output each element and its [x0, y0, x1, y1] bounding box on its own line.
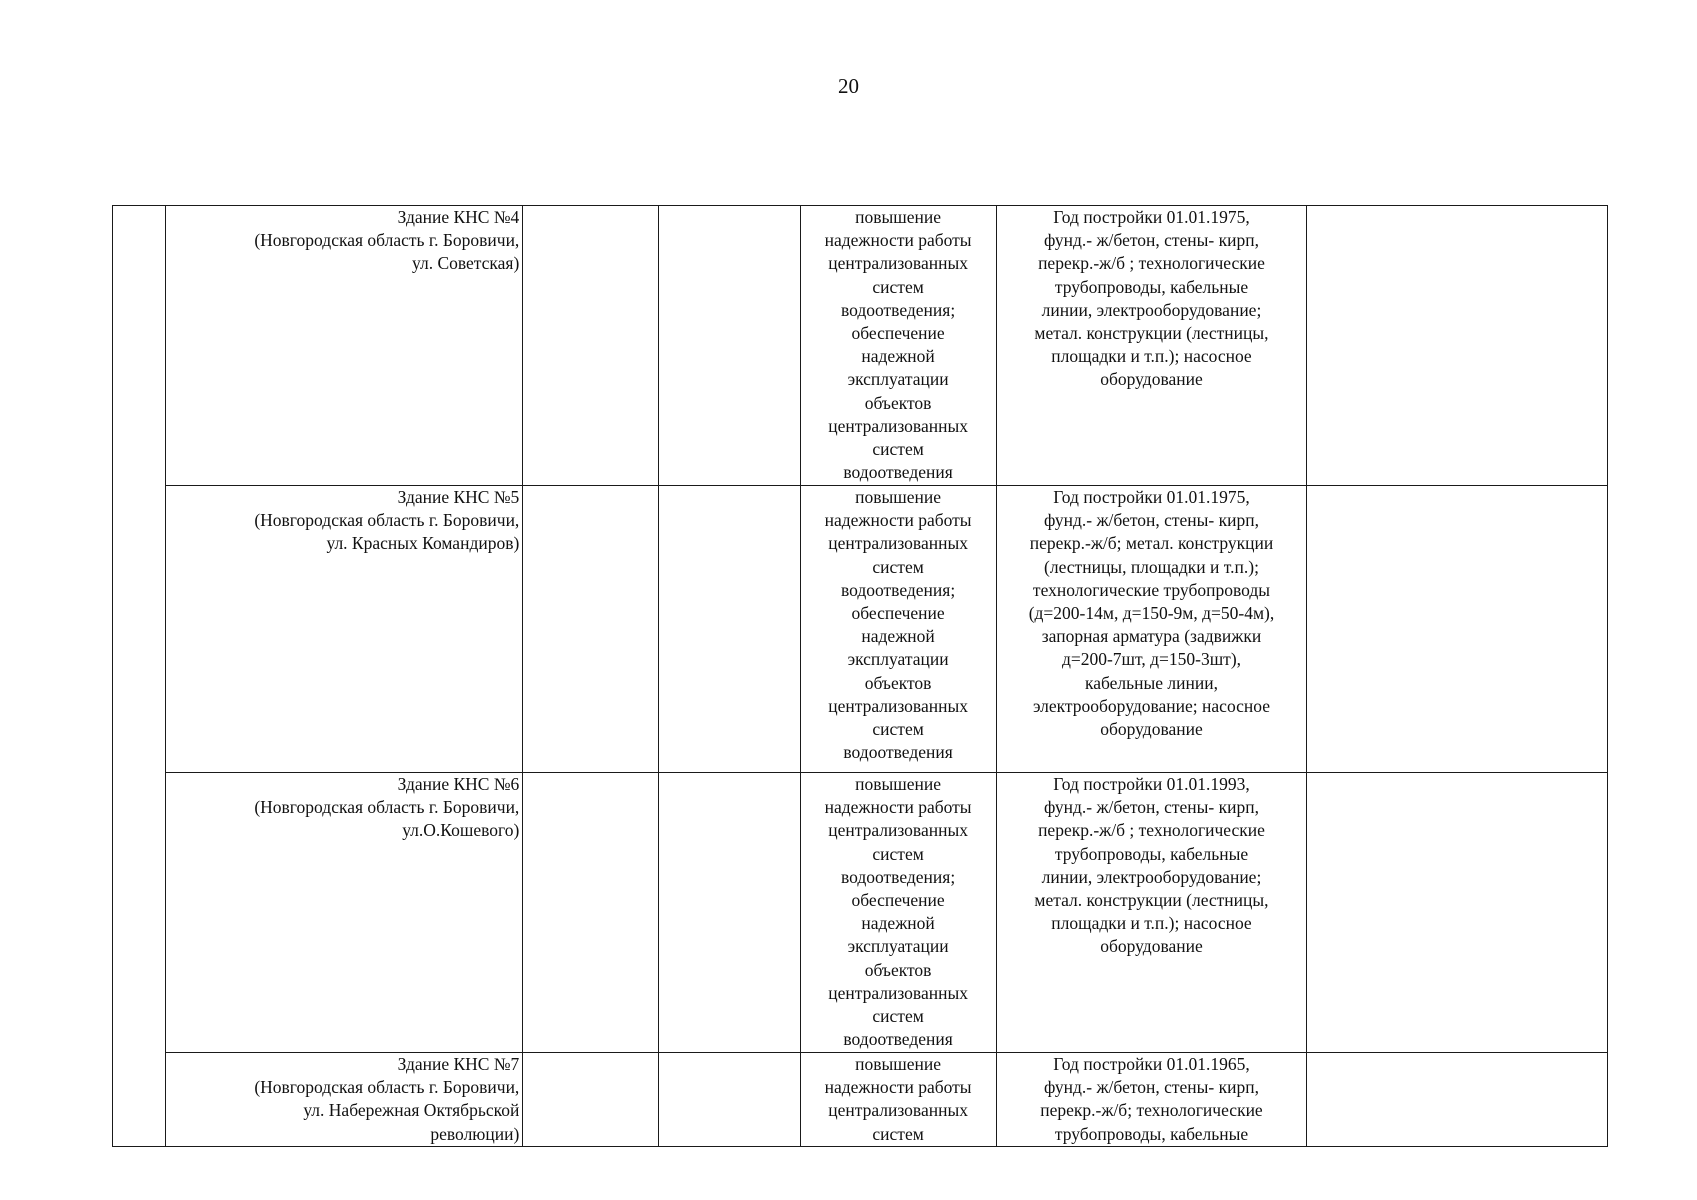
purpose-cell — [800, 773, 996, 1053]
purpose-line: надежной — [861, 626, 935, 647]
object-line: Здание КНС №6 — [397, 774, 520, 794]
purpose-line: надежности работы — [824, 510, 972, 531]
object-line: Здание КНС №5 — [397, 487, 520, 507]
characteristics-cell — [996, 486, 1307, 773]
empty-cell — [523, 1053, 659, 1147]
purpose-line: водоотведения; — [840, 579, 956, 600]
characteristics-line: Год постройки 01.01.1975, — [1053, 207, 1250, 227]
purpose-line: надежной — [861, 913, 935, 934]
purpose-cell — [800, 1053, 996, 1147]
purpose-line: систем — [872, 1006, 924, 1027]
purpose-line: водоотведения — [843, 1029, 953, 1050]
purpose-line: централизованных — [828, 415, 968, 436]
empty-cell — [523, 486, 659, 773]
characteristics-cell — [996, 1053, 1307, 1147]
empty-cell — [1307, 486, 1608, 773]
purpose-line: централизованных — [828, 253, 968, 274]
empty-cell — [659, 1053, 800, 1147]
characteristics-line: трубопроводы, кабельные — [1054, 276, 1249, 297]
purpose-line: объектов — [864, 392, 932, 413]
characteristics-line: фунд.- ж/бетон, стены- кирп, — [1043, 797, 1259, 818]
object-line: (Новгородская область г. Боровичи, — [254, 797, 520, 818]
purpose-cell — [800, 206, 996, 486]
empty-cell — [523, 773, 659, 1053]
purpose-line: водоотведения; — [840, 866, 956, 887]
characteristics-line: площадки и т.п.); насосное — [1051, 913, 1252, 934]
purpose-line: эксплуатации — [847, 649, 949, 670]
characteristics-line: линии, электрооборудование; — [1041, 866, 1262, 887]
object-line: Здание КНС №7 — [397, 1054, 520, 1074]
table-row — [113, 486, 1608, 773]
purpose-line: эксплуатации — [847, 369, 949, 390]
empty-cell — [1307, 206, 1608, 486]
object-cell — [165, 486, 523, 773]
empty-cell — [659, 206, 800, 486]
purpose-cell — [800, 486, 996, 773]
characteristics-line: (лестницы, площадки и т.п.); — [1044, 556, 1259, 577]
table-row — [113, 1053, 1608, 1147]
empty-cell — [1307, 773, 1608, 1053]
characteristics-line: трубопроводы, кабельные — [1054, 1123, 1249, 1144]
characteristics-line: Год постройки 01.01.1993, — [1053, 774, 1250, 794]
objects-table — [112, 205, 1608, 1147]
purpose-line: систем — [872, 1123, 924, 1144]
characteristics-line: перекр.-ж/б ; технологические — [1038, 253, 1265, 274]
characteristics-line: фунд.- ж/бетон, стены- кирп, — [1043, 1077, 1259, 1098]
characteristics-line: трубопроводы, кабельные — [1054, 843, 1249, 864]
purpose-line: повышение — [855, 1054, 942, 1074]
characteristics-line: фунд.- ж/бетон, стены- кирп, — [1043, 510, 1259, 531]
purpose-line: систем — [872, 276, 924, 297]
purpose-line: обеспечение — [851, 323, 945, 344]
object-line: ул. Набережная Октябрьской — [303, 1100, 520, 1121]
characteristics-line: линии, электрооборудование; — [1041, 299, 1262, 320]
purpose-line: систем — [872, 439, 924, 460]
purpose-line: централизованных — [828, 695, 968, 716]
purpose-line: повышение — [855, 207, 942, 227]
object-line: ул. Красных Командиров) — [326, 533, 520, 554]
characteristics-line: кабельные линии, — [1084, 672, 1218, 693]
characteristics-line: фунд.- ж/бетон, стены- кирп, — [1043, 230, 1259, 251]
characteristics-cell — [996, 206, 1307, 486]
object-cell — [165, 1053, 523, 1147]
object-line: ул. Советская) — [411, 253, 520, 274]
empty-cell — [1307, 1053, 1608, 1147]
characteristics-line: перекр.-ж/б ; технологические — [1038, 820, 1265, 841]
object-line: (Новгородская область г. Боровичи, — [254, 230, 520, 251]
purpose-line: надежности работы — [824, 797, 972, 818]
purpose-line: централизованных — [828, 982, 968, 1003]
purpose-line: централизованных — [828, 533, 968, 554]
characteristics-line: метал. конструкции (лестницы, — [1034, 890, 1269, 911]
purpose-line: централизованных — [828, 820, 968, 841]
purpose-line: повышение — [855, 774, 942, 794]
object-line: ул.О.Кошевого) — [402, 820, 520, 841]
characteristics-line: площадки и т.п.); насосное — [1051, 346, 1252, 367]
object-cell — [165, 773, 523, 1053]
characteristics-line: оборудование — [1100, 369, 1203, 390]
characteristics-line: Год постройки 01.01.1975, — [1053, 487, 1250, 507]
purpose-line: централизованных — [828, 1100, 968, 1121]
purpose-line: обеспечение — [851, 603, 945, 624]
purpose-line: повышение — [855, 487, 942, 507]
characteristics-cell — [996, 773, 1307, 1053]
characteristics-line: (д=200-14м, д=150-9м, д=50-4м), — [1028, 603, 1275, 624]
purpose-line: водоотведения; — [840, 299, 956, 320]
object-line: (Новгородская область г. Боровичи, — [254, 510, 520, 531]
purpose-line: водоотведения — [843, 462, 953, 483]
empty-cell — [659, 773, 800, 1053]
purpose-line: надежности работы — [824, 1077, 972, 1098]
purpose-line: водоотведения — [843, 742, 953, 763]
object-cell — [165, 206, 523, 486]
object-line: (Новгородская область г. Боровичи, — [254, 1077, 520, 1098]
purpose-line: эксплуатации — [847, 936, 949, 957]
object-line: революции) — [430, 1123, 520, 1144]
purpose-line: объектов — [864, 672, 932, 693]
characteristics-line: д=200-7шт, д=150-3шт), — [1061, 649, 1242, 670]
object-line: Здание КНС №4 — [397, 207, 520, 227]
characteristics-line: оборудование — [1100, 936, 1203, 957]
purpose-line: систем — [872, 843, 924, 864]
index-cell — [113, 206, 166, 1147]
characteristics-line: оборудование — [1100, 719, 1203, 740]
characteristics-line: метал. конструкции (лестницы, — [1034, 323, 1269, 344]
table-row — [113, 206, 1608, 486]
characteristics-line: перекр.-ж/б; метал. конструкции — [1029, 533, 1274, 554]
purpose-line: обеспечение — [851, 890, 945, 911]
characteristics-line: запорная арматура (задвижки — [1041, 626, 1262, 647]
characteristics-line: технологические трубопроводы — [1032, 579, 1271, 600]
empty-cell — [659, 486, 800, 773]
table-row — [113, 773, 1608, 1053]
purpose-line: систем — [872, 719, 924, 740]
characteristics-line: перекр.-ж/б; технологические — [1040, 1100, 1263, 1121]
purpose-line: надежной — [861, 346, 935, 367]
characteristics-line: Год постройки 01.01.1965, — [1053, 1054, 1250, 1074]
page-number: 20 — [838, 74, 859, 98]
purpose-line: надежности работы — [824, 230, 972, 251]
purpose-line: объектов — [864, 959, 932, 980]
characteristics-line: электрооборудование; насосное — [1032, 695, 1270, 716]
purpose-line: систем — [872, 556, 924, 577]
empty-cell — [523, 206, 659, 486]
